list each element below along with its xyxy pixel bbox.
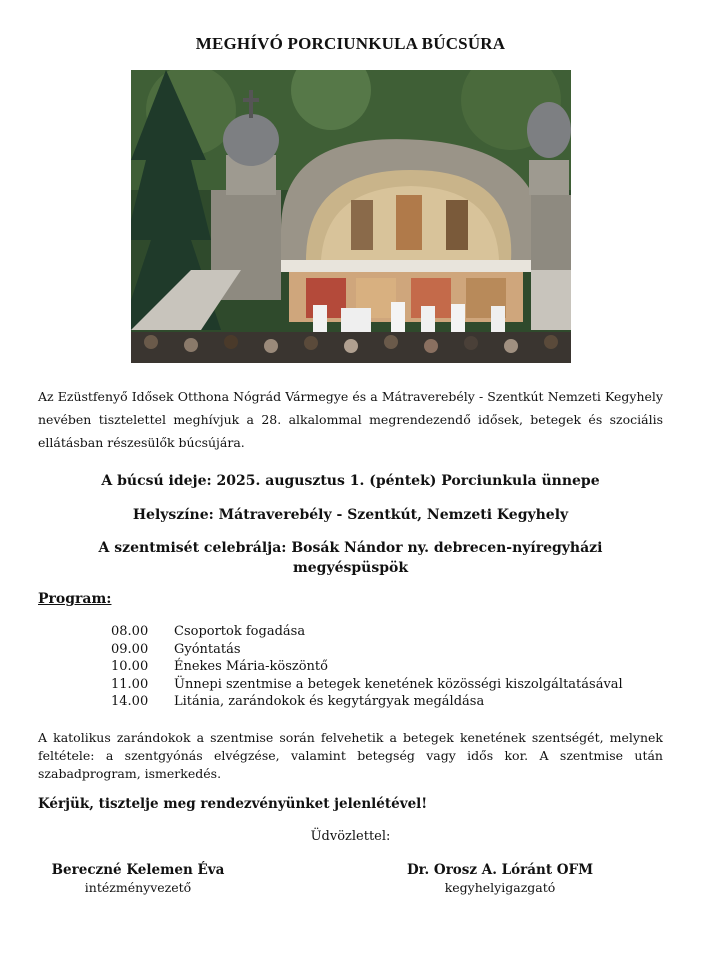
program-time: 11.00 bbox=[111, 676, 149, 692]
signature-name: Bereczné Kelemen Éva bbox=[51, 862, 225, 878]
program-label: Ünnepi szentmise a betegek kenetének közösségi kiszolgáltatásával bbox=[174, 676, 623, 692]
signature-left bbox=[38, 862, 238, 895]
signature-role: intézményvezető bbox=[84, 880, 192, 895]
note-paragraph: A katolikus zarándokok a szentmise során felvehetik a betegek kenetének szentségét, melynek feltétele: a szentgyónás elvégzése, valamint betegség vagy idős kor. A szentmise után szabadprogram, ismerkedés. bbox=[38, 730, 663, 781]
event-celebrant-title: megyéspüspök bbox=[292, 560, 409, 576]
page-title: MEGHÍVÓ PORCIUNKULA BÚCSÚRA bbox=[195, 34, 506, 53]
program-time: 08.00 bbox=[111, 624, 149, 639]
program-item bbox=[111, 693, 623, 711]
program-item bbox=[111, 676, 623, 694]
program-item bbox=[111, 623, 623, 641]
event-date: A búcsú ideje: 2025. augusztus 1. (péntek) Porciunkula ünnepe bbox=[101, 473, 600, 489]
event-celebrant: A szentmisét celebrálja: Bosák Nándor ny. debrecen-nyíregyházi bbox=[98, 540, 603, 556]
program-heading: Program: bbox=[38, 591, 112, 607]
program-item bbox=[111, 658, 623, 676]
intro-paragraph: Az Ezüstfenyő Idősek Otthona Nógrád Vármegye és a Mátraverebély - Szentkút Nemzeti Kegyhely nevében tisztelettel meghívjuk a 28. alkalommal megrendezendő idősek, betegek és szociális ellátásban részesülők búcsújára. bbox=[38, 389, 663, 450]
greeting: Üdvözlettel: bbox=[310, 829, 391, 844]
program-label: Gyóntatás bbox=[174, 641, 241, 657]
shrine-illustration bbox=[131, 70, 571, 363]
program-time: 09.00 bbox=[111, 641, 149, 657]
program-time: 10.00 bbox=[111, 659, 149, 674]
signature-role: kegyhelyigazgató bbox=[444, 880, 556, 895]
program-label: Énekes Mária-köszöntő bbox=[174, 659, 328, 674]
program-label: Csoportok fogadása bbox=[174, 624, 306, 639]
program-item bbox=[111, 641, 623, 659]
closing-request: Kérjük, tisztelje meg rendezvényünket jelenlétével! bbox=[38, 796, 428, 812]
program-time: 14.00 bbox=[111, 694, 149, 709]
program-label: Litánia, zarándokok és kegytárgyak megáldása bbox=[174, 694, 485, 709]
signature-right bbox=[390, 862, 610, 895]
program-list bbox=[111, 623, 623, 711]
shrine-photo bbox=[131, 70, 571, 363]
signature-name: Dr. Orosz A. Lóránt OFM bbox=[406, 862, 594, 878]
event-location: Helyszíne: Mátraverebély - Szentkút, Nemzeti Kegyhely bbox=[132, 507, 569, 523]
